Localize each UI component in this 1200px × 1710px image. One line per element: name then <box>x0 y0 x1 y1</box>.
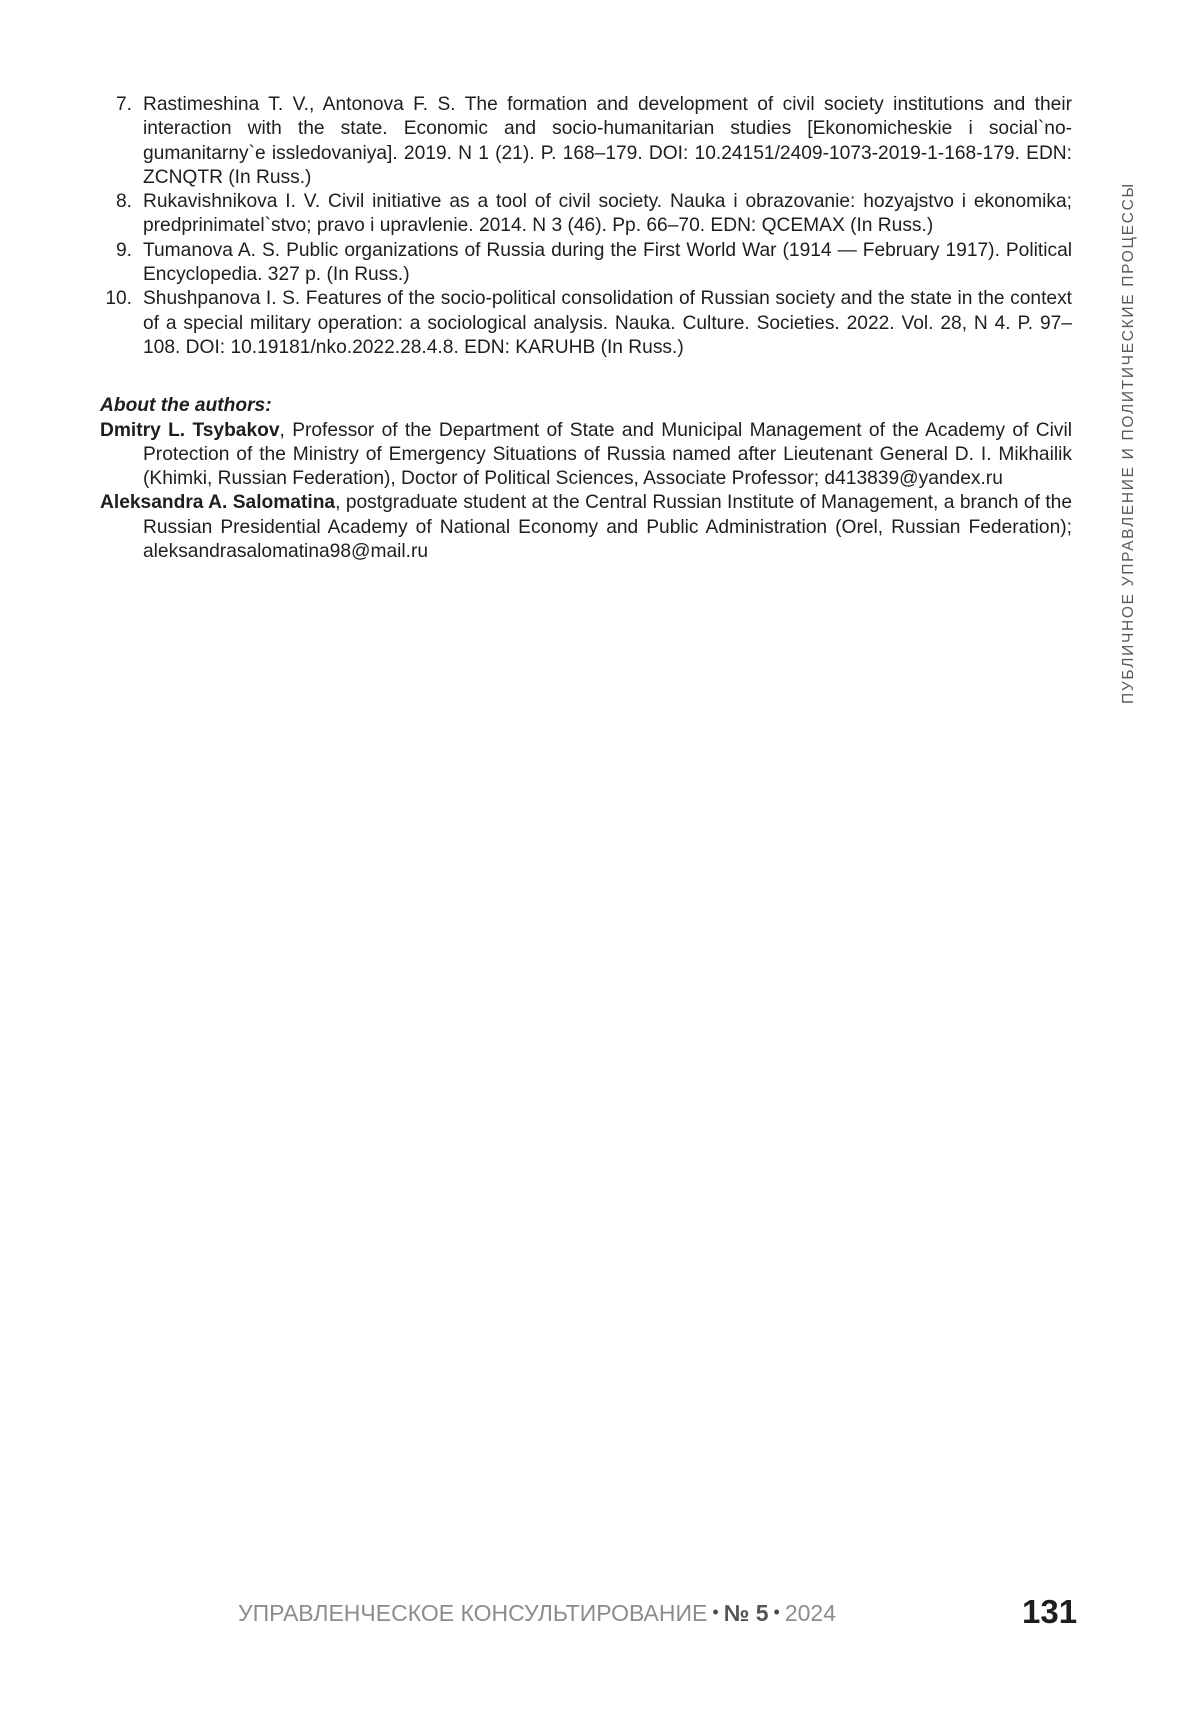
footer-separator: • <box>773 1602 780 1622</box>
authors-heading: About the authors: <box>100 395 272 417</box>
reference-text: Rukavishnikova I. V. Civil initiative as a tool of civil society. Nauka i obrazovanie: hozyajstvo i ekonomika; predprinimatel`stvo; pravo i upravlenie. 2014. N 3 (46). Pp. 66–70. EDN: QCEMAX (In Russ.) <box>143 191 1072 237</box>
reference-item <box>100 239 1072 288</box>
reference-item <box>100 190 1072 239</box>
page-number: 131 <box>1022 1593 1078 1630</box>
author-details: , postgraduate student at the Central Russian Institute of Management, a branch of the Russian Presidential Academy of National Economy and Public Administration (Orel, Russian Federation); aleksandrasalomatina98@mail.ru <box>143 492 1073 563</box>
author-name: Dmitry L. Tsybakov <box>100 419 280 441</box>
journal-title: УПРАВЛЕНЧЕСКОЕ КОНСУЛЬТИРОВАНИЕ <box>238 1600 708 1626</box>
reference-number: 10. <box>105 288 132 310</box>
author-details: , Professor of the Department of State and Municipal Management of the Academy of Civil Protection of the Ministry of Emergency Situations of Russia named after Lieutenant General D. I. Mikhailik (Khimki, Russian Federation), Doctor of Political Sciences, Associate Professor; d413839@yandex.ru <box>143 419 1072 490</box>
author-entry <box>100 419 1072 492</box>
reference-list <box>100 93 1072 360</box>
page-content <box>100 93 1072 564</box>
footer-separator: • <box>712 1602 719 1622</box>
journal-footer <box>238 1600 836 1627</box>
reference-number: 9. <box>115 239 132 261</box>
reference-text: Rastimeshina T. V., Antonova F. S. The formation and development of civil society institutions and their interaction with the state. Economic and socio-humanitarian studies [Ekonomicheskie i social`no-gumanitarny`e issledovaniya]. 2019. N 1 (21). P. 168–179. DOI: 10.24151/2409-1073-2019-1-168-179. EDN: ZCNQTR (In Russ.) <box>143 94 1072 188</box>
reference-number: 8. <box>115 191 132 213</box>
issue-year: 2024 <box>784 1600 837 1626</box>
reference-text: Shushpanova I. S. Features of the socio-political consolidation of Russian society and the state in the context of a special military operation: a sociological analysis. Nauka. Culture. Societies. 2022. Vol. 28, N 4. P. 97–108. DOI: 10.19181/nko.2022.28.4.8. EDN: KARUHB (In Russ.) <box>143 288 1072 358</box>
reference-item <box>100 287 1072 360</box>
issue-number: № 5 <box>723 1600 769 1626</box>
author-entry <box>100 491 1072 564</box>
author-name: Aleksandra A. Salomatina <box>100 492 336 514</box>
reference-text: Tumanova A. S. Public organizations of Russia during the First World War (1914 — February 1917). Political Encyclopedia. 327 p. (In Russ.) <box>143 239 1072 286</box>
reference-item <box>100 93 1072 190</box>
section-running-title: ПУБЛИЧНОЕ УПРАВЛЕНИЕ И ПОЛИТИЧЕСКИЕ ПРОЦЕССЫ <box>1120 182 1137 704</box>
reference-number: 7. <box>115 94 132 115</box>
